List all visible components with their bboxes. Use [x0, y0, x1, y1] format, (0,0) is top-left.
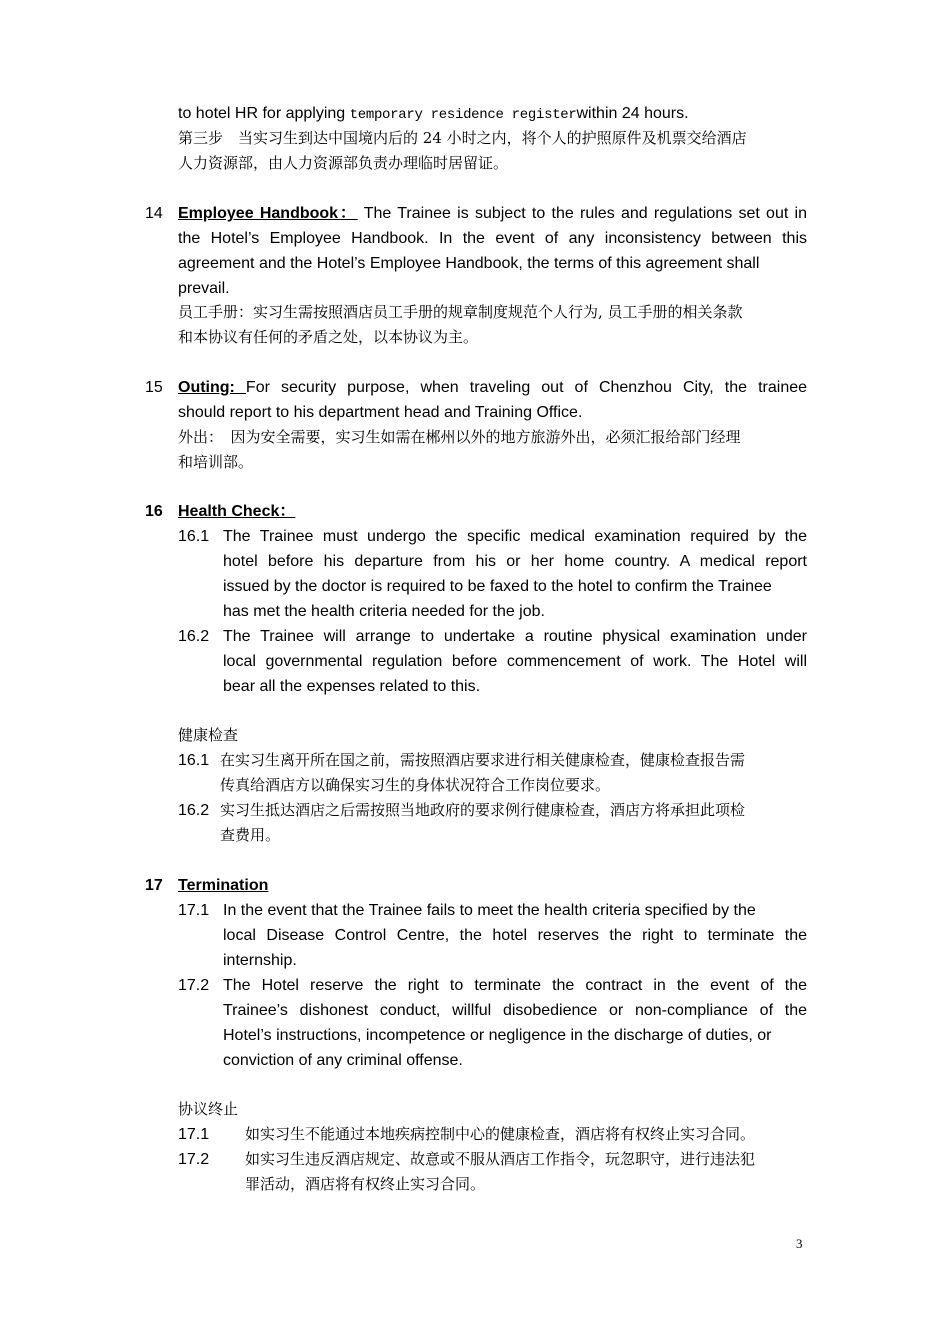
section-17-2-line-4: conviction of any criminal offense. — [223, 1052, 463, 1069]
section-14-line-3: agreement and the Hotel’s Employee Handbook, the terms of this agreement shall — [178, 255, 760, 272]
section-17-2-number: 17.2 — [178, 977, 210, 994]
section-16-cn-2-number: 16.2 — [178, 802, 210, 819]
section-16-number: 16 — [145, 503, 163, 520]
section-16-cn-1-line-2: 传真给酒店方以确保实习生的身体状况符合工作岗位要求。 — [220, 776, 611, 794]
section-14-cn-line-2: 和本协议有任何的矛盾之处，以本协议为主。 — [178, 328, 479, 346]
section-16-title: Health Check： — [178, 503, 296, 520]
section-17-1-number: 17.1 — [178, 902, 210, 919]
section-16-1-line-1: The Trainee must undergo the specific medical examination required by the — [223, 528, 807, 545]
section-17-cn-2-line-2: 罪活动，酒店将有权终止实习合同。 — [245, 1175, 486, 1193]
section-16-cn-1-line-1: 在实习生离开所在国之前，需按照酒店要求进行相关健康检查，健康检查报告需 — [220, 751, 746, 769]
section-16-2-number: 16.2 — [178, 628, 210, 645]
section-17-1-line-3: internship. — [223, 952, 297, 969]
section-16-1-line-3: issued by the doctor is required to be faxed to the hotel to confirm the Trainee — [223, 578, 772, 595]
section-17-2-line-1: The Hotel reserve the right to terminate the contract in the event of the — [223, 977, 807, 994]
section-17-cn-title: 协议终止 — [178, 1100, 239, 1118]
section-15-line-1: Outing: For security purpose, when traveling out of Chenzhou City, the trainee — [178, 379, 808, 396]
pre-cn-line-1: 第三步 当实习生到达中国境内后的 24 小时之内，将个人的护照原件及机票交给酒店 — [178, 129, 747, 147]
section-14-line-4: prevail. — [178, 280, 230, 297]
section-16-2-line-1: The Trainee will arrange to undertake a routine physical examination under — [223, 628, 807, 645]
section-17-title: Termination — [178, 877, 269, 894]
section-15-number: 15 — [145, 379, 163, 396]
section-17-cn-1-number: 17.1 — [178, 1126, 210, 1143]
section-14-cn-line-1: 员工手册：实习生需按照酒店员工手册的规章制度规范个人行为, 员工手册的相关条款 — [178, 303, 743, 321]
section-15-line-2: should report to his department head and Training Office. — [178, 404, 583, 421]
section-16-2-line-3: bear all the expenses related to this. — [223, 678, 481, 695]
section-15-title: Outing: — [178, 379, 246, 396]
section-16-cn-1-number: 16.1 — [178, 752, 210, 769]
section-15-cn-line-1: 外出： 因为安全需要，实习生如需在郴州以外的地方旅游外出，必须汇报给部门经理 — [178, 428, 741, 446]
section-17-cn-2-line-1: 如实习生违反酒店规定、故意或不服从酒店工作指令，玩忽职守，进行违法犯 — [245, 1150, 756, 1168]
section-16-1-number: 16.1 — [178, 528, 210, 545]
section-14-title: Employee Handbook： — [178, 205, 358, 222]
section-14-number: 14 — [145, 205, 163, 222]
section-16-1-line-2: hotel before his departure from his or her home country. A medical report — [223, 553, 807, 570]
section-16-cn-2-line-1: 实习生抵达酒店之后需按照当地政府的要求例行健康检查，酒店方将承担此项检 — [220, 801, 746, 819]
pre-cn-line-2: 人力资源部，由人力资源部负责办理临时居留证。 — [178, 154, 509, 172]
section-17-1-line-1: In the event that the Trainee fails to meet the health criteria specified by the — [223, 902, 756, 919]
section-16-cn-2-line-2: 查费用。 — [220, 826, 281, 844]
section-14-line-1: Employee Handbook： The Trainee is subject to the rules and regulations set out in — [178, 205, 808, 222]
section-14-line-2: the Hotel’s Employee Handbook. In the event of any inconsistency between this — [178, 230, 807, 247]
section-17-cn-1-line-1: 如实习生不能通过本地疾病控制中心的健康检查，酒店将有权终止实习合同。 — [245, 1125, 756, 1143]
section-16-1-line-4: has met the health criteria needed for the job. — [223, 603, 545, 620]
section-16-2-line-2: local governmental regulation before commencement of work. The Hotel will — [223, 653, 807, 670]
section-15-cn-line-2: 和培训部。 — [178, 453, 254, 471]
section-17-1-line-2: local Disease Control Centre, the hotel reserves the right to terminate the — [223, 927, 807, 944]
section-17-2-line-3: Hotel’s instructions, incompetence or negligence in the discharge of duties, or — [223, 1027, 772, 1044]
section-17-2-line-2: Trainee’s dishonest conduct, willful disobedience or non-compliance of the — [223, 1002, 807, 1019]
page-number: 3 — [796, 1236, 803, 1251]
section-16-cn-title: 健康检查 — [178, 726, 239, 744]
pre-line-1: to hotel HR for applying temporary residence registerwithin 24 hours. — [178, 105, 689, 123]
section-17-number: 17 — [145, 877, 163, 894]
section-17-cn-2-number: 17.2 — [178, 1151, 210, 1168]
